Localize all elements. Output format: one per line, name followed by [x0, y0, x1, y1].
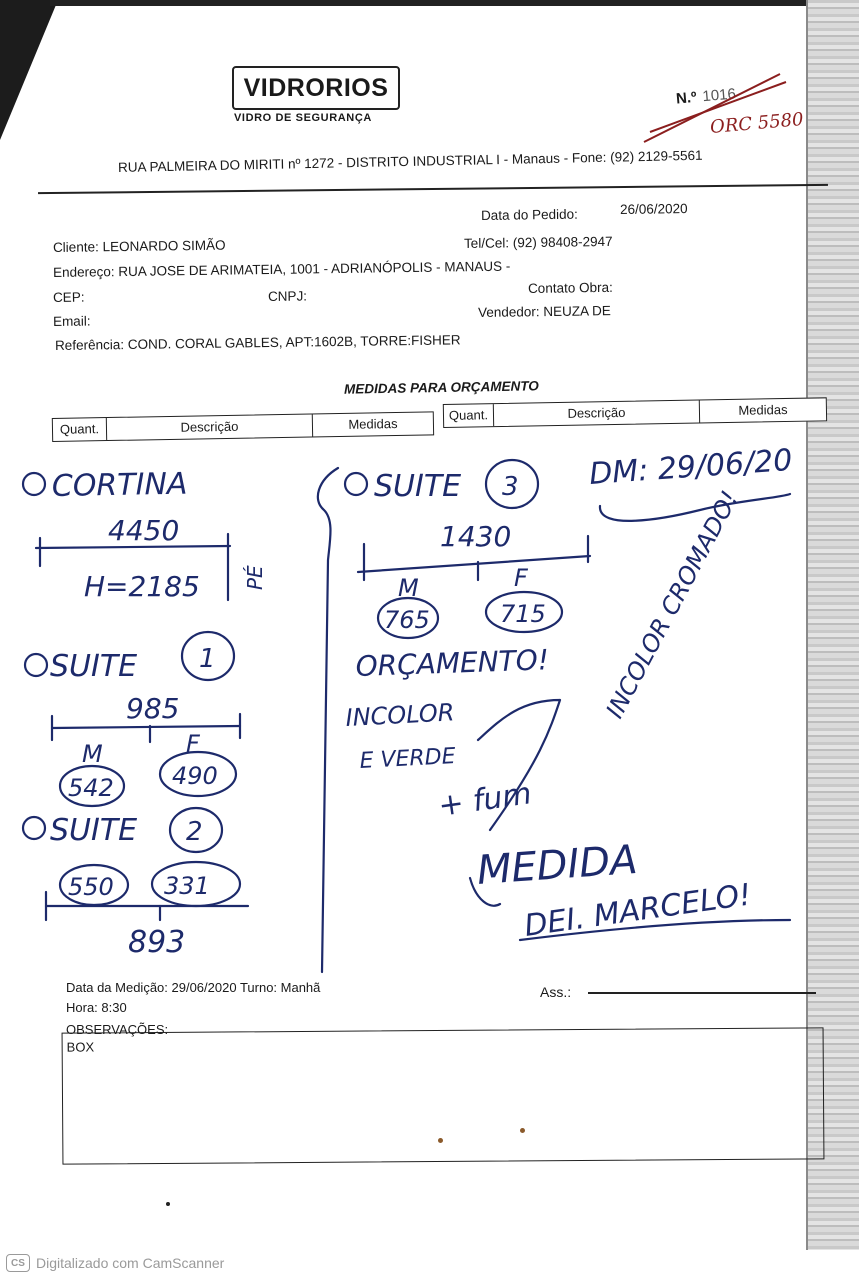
col-quant-2: Quant.	[444, 404, 494, 427]
suite3-width-line	[358, 556, 590, 572]
camscanner-icon: CS	[6, 1254, 30, 1272]
order-date-label: Data do Pedido:	[480, 206, 578, 223]
email-field: Email:	[52, 313, 91, 329]
scan-speck	[166, 1202, 170, 1206]
observacoes-text: BOX	[66, 1039, 95, 1055]
col-quant: Quant.	[53, 418, 107, 441]
brand-tagline: VIDRO DE SEGURANÇA	[234, 112, 372, 124]
hw-suite1-m-val: 542	[68, 774, 114, 802]
hw-cortina-height: H=2185	[84, 570, 200, 603]
hw-suite2: SUITE	[50, 813, 138, 848]
hw-suite1-m: M	[82, 740, 103, 768]
hw-suite1-num: 1	[199, 644, 216, 674]
scan-speck	[520, 1128, 525, 1133]
suite1-width-line	[52, 726, 240, 728]
observacoes-label: OBSERVAÇÕES:	[66, 1022, 169, 1037]
camscanner-text: Digitalizado com CamScanner	[36, 1255, 225, 1271]
orc-number: ORC 5580	[709, 108, 805, 139]
hw-plus-fum: + fum	[436, 776, 534, 824]
hw-medida-by: DEI. MARCELO!	[522, 877, 754, 944]
hora-field: Hora: 8:30	[66, 1000, 127, 1015]
brand-name: VIDRORIOS	[243, 73, 389, 102]
contato-obra-field: Contato Obra:	[527, 279, 613, 296]
company-address: RUA PALMEIRA DO MIRITI nº 1272 - DISTRITO INDUSTRIAL I - Manaus - Fone: (92) 2129-5561	[117, 147, 703, 175]
cep-field: CEP:	[52, 289, 85, 305]
hw-suite3-m: M	[398, 574, 419, 602]
hw-suite3-f-val: 715	[500, 600, 546, 628]
hw-e-verde: E VERDE	[359, 744, 457, 774]
hw-suite2-m-val: 550	[68, 873, 114, 901]
column-divider-line	[318, 468, 338, 972]
cnpj-field: CNPJ:	[267, 288, 308, 304]
hw-incolor: INCOLOR	[344, 698, 456, 732]
hw-suite3-m-val: 765	[384, 606, 430, 634]
hw-suite1: SUITE	[50, 649, 138, 684]
phone-field: Tel/Cel: (92) 98408-2947	[463, 233, 613, 251]
hw-suite2-f-val: 331	[164, 872, 210, 900]
hw-suite3-width: 1430	[440, 520, 512, 553]
hw-medida: MEDIDA	[475, 836, 639, 894]
hw-suite2-width: 893	[128, 925, 186, 960]
client-field: Cliente: LEONARDO SIMÃO	[52, 237, 226, 255]
hw-orcamento: ORÇAMENTO!	[355, 643, 550, 683]
hw-suite3-f: F	[514, 564, 528, 592]
col-descricao-2: Descrição	[494, 401, 700, 427]
col-descricao: Descrição	[107, 414, 313, 440]
hw-suite2-num: 2	[186, 817, 203, 847]
col-medidas-2: Medidas	[738, 401, 788, 418]
observacoes-box	[62, 1027, 825, 1164]
referencia-field: Referência: COND. CORAL GABLES, APT:1602B, TORRE:FISHER	[54, 332, 461, 353]
signature-line	[588, 992, 816, 994]
hw-suite3: SUITE	[374, 469, 462, 504]
camscanner-watermark	[6, 1254, 224, 1272]
hw-suite1-f-val: 490	[172, 762, 218, 790]
vendedor-field: Vendedor: NEUZA DE	[477, 303, 611, 320]
hw-cortina-side: PÉ	[243, 565, 267, 590]
hw-incolor-cromado: INCOLOR CROMADO!	[600, 486, 745, 723]
col-medidas: Medidas	[348, 415, 398, 432]
hw-cortina-width: 4450	[108, 514, 180, 547]
scan-speck	[438, 1138, 443, 1143]
numero-label: N.º	[675, 88, 698, 108]
address-field: Endereço: RUA JOSE DE ARIMATEIA, 1001 - ADRIANÓPOLIS - MANAUS -	[52, 258, 511, 280]
hw-suite1-f: F	[186, 730, 200, 758]
hw-suite1-width: 985	[126, 692, 180, 725]
order-date-value: 26/06/2020	[619, 201, 688, 217]
hw-suite3-num: 3	[502, 472, 519, 502]
numero-struck-value: 1016	[701, 85, 737, 106]
section-title: MEDIDAS PARA ORÇAMENTO	[343, 378, 539, 397]
hw-date-note: DM: 29/06/20	[588, 442, 794, 492]
hw-cortina: CORTINA	[51, 466, 188, 504]
signature-label: Ass.:	[540, 984, 572, 1000]
medicao-field: Data da Medição: 29/06/2020 Turno: Manhã	[66, 980, 321, 995]
